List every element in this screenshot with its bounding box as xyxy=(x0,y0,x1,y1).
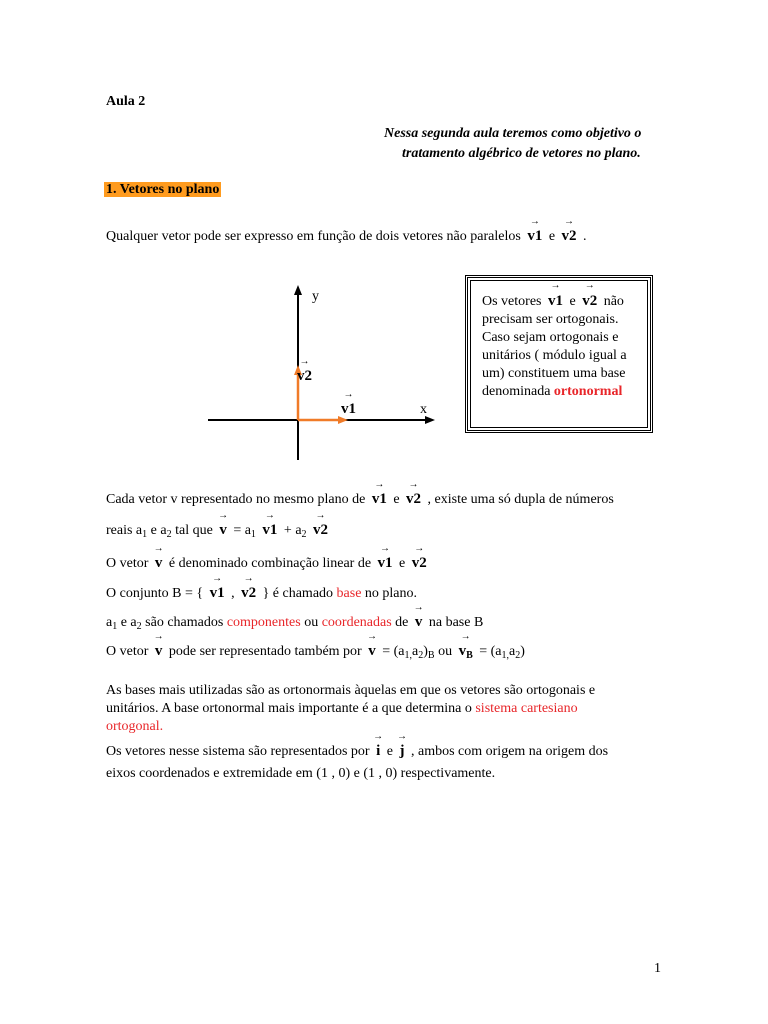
arrow-icon: → xyxy=(299,356,310,367)
note-highlight: ortonormal xyxy=(553,384,623,399)
section-heading xyxy=(104,182,221,198)
arrow-icon: → xyxy=(396,731,407,742)
p6-vector-v: → v xyxy=(153,631,164,659)
intro-and: e xyxy=(548,229,556,244)
arrow-icon: → xyxy=(343,389,354,400)
arrow-icon: → xyxy=(315,510,326,521)
note-box-text xyxy=(482,280,642,401)
p2-vector-v: → v xyxy=(218,510,229,538)
paragraph-1: Cada vetor v representado no mesmo plano de → v1 e → v2 , existe uma só dupla de números xyxy=(106,479,614,507)
arrow-icon: → xyxy=(408,479,419,490)
objective-line-2: tratamento algébrico de vetores no plano. xyxy=(402,146,641,161)
arrow-icon: → xyxy=(380,543,391,554)
note-line-1: Os vetores → v1 e → v2 não xyxy=(482,280,624,309)
p8-vector-i: → i xyxy=(373,731,384,759)
arrow-icon: → xyxy=(264,510,275,521)
p2-vector-v2: → v2 xyxy=(313,510,329,538)
p3-vector-v: → v xyxy=(153,543,164,571)
diagram-y-label: y xyxy=(312,289,319,304)
objective-line-1: Nessa segunda aula teremos como objetivo o xyxy=(384,126,642,141)
term-base: base xyxy=(336,586,362,601)
note-line-2: precisam ser ortogonais. xyxy=(482,312,619,327)
lesson-title: Aula 2 xyxy=(106,94,146,109)
arrow-icon: → xyxy=(550,280,561,291)
p6-vector-vb: → $v_B$ xyxy=(458,631,473,661)
section-heading-text: 1. Vetores no plano xyxy=(106,182,220,197)
arrow-icon: → xyxy=(218,510,229,521)
p3-vector-v2: → v2 xyxy=(411,543,427,571)
diagram-vector-v1: → v1 xyxy=(341,389,356,417)
p3-vector-v1: → v1 xyxy=(377,543,393,571)
diagram-vector-v2: → v2 xyxy=(297,356,312,384)
arrow-icon: → xyxy=(153,543,164,554)
arrow-icon: → xyxy=(529,216,540,227)
paragraph-2: reais $a_1$ e $a_2$ tal que → $v = a_1$ → $v1 + a_2$ → v2 xyxy=(106,510,329,540)
note-line-4: unitários ( módulo igual a xyxy=(482,348,627,363)
term-coordenadas: coordenadas xyxy=(321,615,392,630)
p4-vector-v1: → v1 xyxy=(209,573,225,601)
y-axis-arrow-icon xyxy=(294,285,302,295)
term-sistema-cartesiano: sistema cartesiano xyxy=(475,701,578,716)
arrow-icon: → xyxy=(212,573,223,584)
p2-vector-v1: → v1 xyxy=(262,510,278,538)
arrow-icon: → xyxy=(413,602,424,613)
arrow-icon: → xyxy=(564,216,575,227)
arrow-icon: → xyxy=(366,631,377,642)
arrow-icon: → xyxy=(373,731,384,742)
vector-diagram xyxy=(200,280,445,470)
arrow-icon: → xyxy=(584,280,595,291)
diagram-x-label: x xyxy=(420,402,427,417)
term-componentes: componentes xyxy=(226,615,301,630)
p8-vector-j: → j xyxy=(396,731,407,759)
note-line-5: um) constituem uma base xyxy=(482,366,626,381)
paragraph-4: O conjunto B = { → v1 , → v2 } é chamado base no plano. xyxy=(106,573,418,601)
arrow-icon: → xyxy=(414,543,425,554)
intro-text: Qualquer vetor pode ser expresso em função de dois vetores não paralelos xyxy=(106,229,521,244)
note-line-6: denominada ortonormal xyxy=(482,384,623,399)
page-number: 1 xyxy=(654,961,661,976)
note-vector-v1: → v1 xyxy=(548,280,563,309)
arrow-icon: → xyxy=(460,631,471,642)
vector-v1: → v1 xyxy=(527,216,543,244)
intro-line xyxy=(106,216,587,245)
diagram-v2-label xyxy=(297,356,312,385)
p7-line-2: unitários. A base ortonormal mais importante é a que determina o sistema cartesiano xyxy=(106,701,578,716)
intro-end: . xyxy=(583,229,587,244)
p7-line-1: As bases mais utilizadas são as ortonormais àquelas em que os vetores são ortogonais e xyxy=(106,683,596,698)
arrow-icon: → xyxy=(374,479,385,490)
paragraph-8: Os vetores nesse sistema são representados por → i e → j , ambos com origem na origem dos xyxy=(106,731,609,759)
paragraph-6: O vetor → v pode ser representado também por → $v = (a_{1,}a_2)_B$ ou → $v_B = (a_{1,}a_2)$ xyxy=(106,631,525,661)
p7-line-3: ortogonal. xyxy=(106,719,164,734)
p1-vector-v1: → v1 xyxy=(371,479,387,507)
p1-vector-v2: → v2 xyxy=(406,479,422,507)
p6-vector-v-2: → v xyxy=(366,631,377,659)
paragraph-3: O vetor → v é denominado combinação linear de → v1 e → v2 xyxy=(106,543,427,571)
note-line-3: Caso sejam ortogonais e xyxy=(482,330,619,345)
vector-v2: → v2 xyxy=(561,216,577,244)
p8-line-2: eixos coordenados e extremidade em (1 , 0) e (1 , 0) respectivamente. xyxy=(106,766,496,781)
paragraph-5: $a_1$ e $a_2$ são chamados componentes ou coordenadas de → v na base B xyxy=(106,602,484,632)
arrow-icon: → xyxy=(243,573,254,584)
paragraph-7 xyxy=(106,682,595,736)
p4-vector-v2: → v2 xyxy=(241,573,257,601)
note-vector-v2: → v2 xyxy=(582,280,598,309)
p5-vector-v: → v xyxy=(413,602,424,630)
arrow-icon: → xyxy=(153,631,164,642)
diagram-v1-label xyxy=(341,389,356,418)
